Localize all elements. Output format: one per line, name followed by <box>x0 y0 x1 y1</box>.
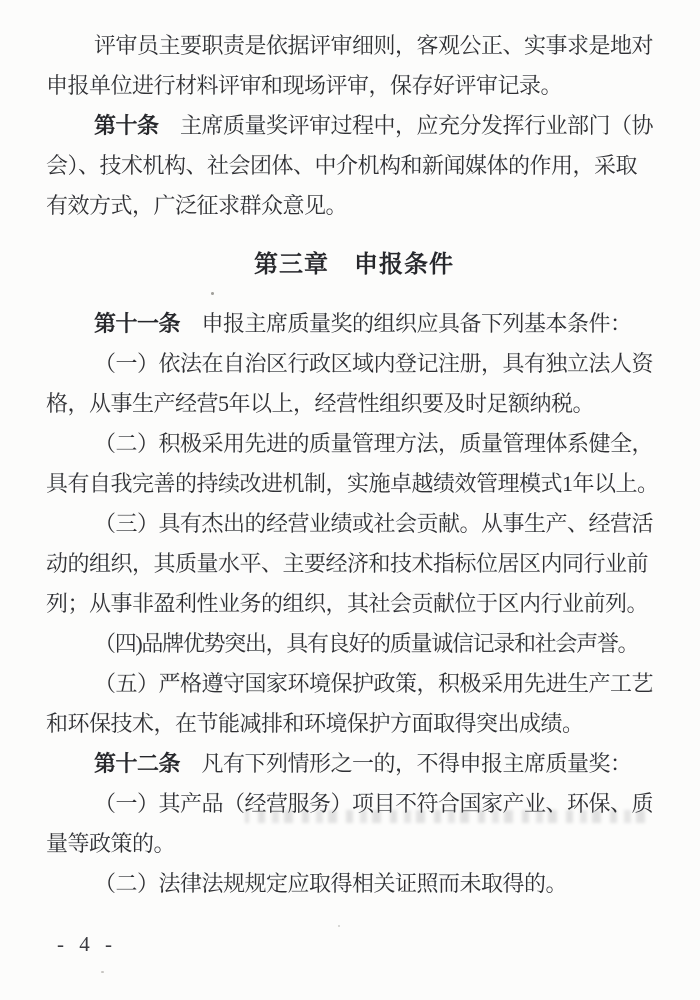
text-line <box>46 186 662 226</box>
text-line <box>46 584 662 624</box>
article-number: 第十一条 <box>94 311 181 336</box>
line-text: 凡有下列情形之一的，不得申报主席质量奖： <box>180 751 632 776</box>
text-line <box>46 384 662 424</box>
line-text: 主席质量奖评审过程中，应充分发挥行业部门（协 <box>158 113 654 138</box>
text-line <box>46 146 662 186</box>
text-line <box>46 704 662 744</box>
scan-speck <box>338 925 340 927</box>
text-line <box>46 464 662 504</box>
scan-speck <box>101 971 104 973</box>
line-text: （五）严格遵守国家环境保护政策，积极采用先进生产工艺 <box>94 671 654 696</box>
line-text: 有效方式，广泛征求群众意见。 <box>46 193 348 218</box>
line-text: （一）依法在自治区行政区域内登记注册，具有独立法人资 <box>94 351 654 376</box>
line-text: 和环保技术，在节能减排和环境保护方面取得突出成绩。 <box>46 711 584 736</box>
line-text: （四)品牌优势突出，具有良好的质量诚信记录和社会声誉。 <box>94 631 639 656</box>
article-number: 第十二条 <box>94 751 181 776</box>
text-line <box>46 744 662 784</box>
line-text: 格，从事生产经营5年以上，经营性组织要及时足额纳税。 <box>46 391 595 416</box>
text-line <box>46 106 662 146</box>
document-body <box>46 26 662 904</box>
page-number: - 4 - <box>57 932 117 956</box>
text-line <box>46 26 662 66</box>
text-line <box>46 424 662 464</box>
article-number: 第十条 <box>94 113 159 138</box>
bleed-through-artifact <box>245 810 645 823</box>
line-text: 申报主席质量奖的组织应具备下列基本条件： <box>180 311 632 336</box>
text-line <box>46 864 662 904</box>
line-text: （一）其产品（经营服务）项目不符合国家产业、环保、质 <box>94 791 654 816</box>
line-text: （三）具有杰出的经营业绩或社会贡献。从事生产、经营活 <box>94 511 654 536</box>
line-text: 会）、技术机构、社会团体、中介机构和新闻媒体的作用，采取 <box>46 153 638 178</box>
line-text: （二）积极采用先进的质量管理方法，质量管理体系健全， <box>94 431 654 456</box>
chapter-heading: 第三章 申报条件 <box>254 252 454 278</box>
text-line <box>46 304 662 344</box>
line-text: 列；从事非盈利性业务的组织，其社会贡献位于区内行业前列。 <box>46 591 649 616</box>
text-line <box>46 66 662 106</box>
text-line <box>46 344 662 384</box>
text-line <box>46 824 662 864</box>
line-text: 评审员主要职责是依据评审细则，客观公正、实事求是地对 <box>94 33 654 58</box>
text-line <box>46 544 662 584</box>
text-line <box>46 624 662 664</box>
line-text: 具有自我完善的持续改进机制，实施卓越绩效管理模式1年以上。 <box>46 471 659 496</box>
line-text: 申报单位进行材料评审和现场评审，保存好评审记录。 <box>46 73 563 98</box>
line-text: 量等政策的。 <box>46 831 176 856</box>
scan-speck <box>211 292 214 295</box>
line-text: （二）法律法规规定应取得相关证照而未取得的。 <box>94 871 568 896</box>
text-line <box>46 504 662 544</box>
line-text: 动的组织，其质量水平、主要经济和技术指标位居区内同行业前 <box>46 551 649 576</box>
text-line <box>46 664 662 704</box>
